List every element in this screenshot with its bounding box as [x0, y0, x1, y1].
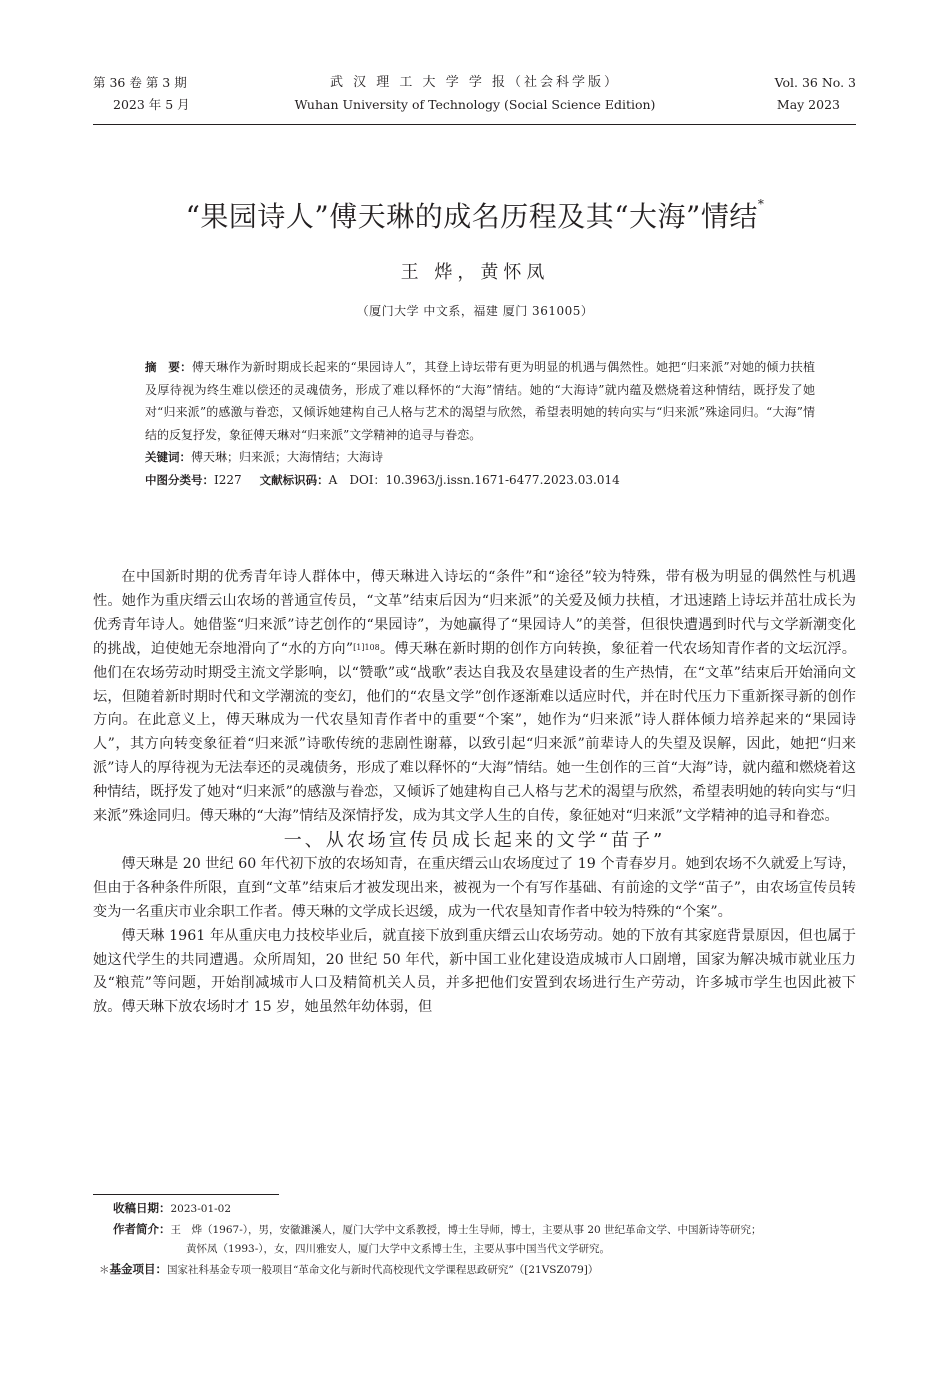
- footnote-received: [113, 1199, 873, 1220]
- article-affiliation: （厦门大学 中文系，福建 厦门 361005）: [356, 304, 594, 318]
- doccode-value: A: [328, 472, 338, 487]
- fund-mark: ＊: [99, 1263, 110, 1276]
- received-date: 2023-01-02: [170, 1203, 232, 1215]
- doccode-label: 文献标识码：: [259, 472, 329, 487]
- header-journal-en: Wuhan University of Technology (Social Science Edition): [294, 97, 656, 112]
- author-info-label: 作者简介：: [113, 1221, 171, 1236]
- body-paragraph: 傅天琳是 20 世纪 60 年代初下放的农场知青，在重庆缙云山农场度过了 19 个青春岁月。她到农场不久就爱上写诗，但由于各种条件所限，直到“文革”结束后才被发现出来，被视为一个有写作基础、有前途的文学“苗子”，由农场宣传员转变为一名重庆市业余职工作者。傅天琳的文学成长迟缓，成为一代农垦知青作者中较为特殊的“个案”。: [93, 855, 856, 920]
- article-body: [93, 566, 856, 1020]
- received-label: 收稿日期：: [113, 1201, 171, 1215]
- keywords-label: 关键词：: [145, 450, 191, 464]
- citation[interactable]: [1]108: [353, 642, 380, 652]
- article-authors: 王 烨，黄怀凤: [400, 262, 550, 283]
- keywords-text: 傅天琳；归来派；大海情结；大海诗: [191, 450, 384, 464]
- classification-line: [145, 469, 815, 492]
- doi-label: DOI：: [349, 472, 386, 487]
- abstract: [145, 356, 815, 446]
- footnote-author1: [113, 1220, 873, 1241]
- body-paragraph: [93, 566, 856, 829]
- abstract-text: 傅天琳作为新时期成长起来的“果园诗人”，其登上诗坛带有更为明显的机遇与偶然性。她把“归来派”对她的倾力扶植及厚待视为终生难以偿还的灵魂债务，形成了难以释怀的“大海”情结。她的“大海诗”就内蕴及燃烧着这种情结，既抒发了她对“归来派”的感激与眷恋，又倾诉她建构自己人格与艺术的渴望与欣然，希望表明她的转向实与“归来派”殊途同归。“大海”情结的反复抒发，象征傅天琳对“归来派”文学精神的追寻与眷恋。: [145, 360, 816, 442]
- abstract-label: 摘 要：: [145, 360, 192, 374]
- abstract-block: [145, 356, 815, 491]
- header-date-cn: 2023 年 5 月: [113, 97, 190, 112]
- header-volume-en: Vol. 36 No. 3: [774, 75, 856, 90]
- footnote-fund: [99, 1260, 873, 1281]
- footnote-rule: [93, 1194, 279, 1195]
- clc-label: 中图分类号：: [145, 472, 214, 487]
- header-journal-cn: 武 汉 理 工 大 学 学 报（社会科学版）: [330, 75, 620, 90]
- title-footnote-mark: *: [757, 197, 765, 211]
- fund-label: 基金项目：: [109, 1261, 167, 1276]
- header-date-en: May 2023: [776, 97, 840, 112]
- body-text: 在中国新时期的优秀青年诗人群体中，傅天琳进入诗坛的“条件”和“途径”较为特殊，带有极为明显的偶然性与机遇性。她作为重庆缙云山农场的普通宣传员，“文革”结束后因为“归来派”的关爱及倾力扶植，才迅速踏上诗坛并茁壮成长为优秀青年诗人。她借鉴“归来派”诗艺创作的“果园诗”，为她赢得了“果园诗人”的美誉，但很快遭遇到时代与文学新潮变化的挑战，迫使她无奈地滑向了“水的方向”: [93, 569, 856, 657]
- section-heading: 一、从农场宣传员成长起来的文学“苗子”: [283, 829, 666, 851]
- body-text: 。傅天琳在新时期的创作方向转换，象征着一代农场知青作者的文坛沉浮。他们在农场劳动时期受主流文学影响，以“赞歌”或“战歌”表达自我及农垦建设者的生产热情，在“文革”结束后开始涌向文坛，但随着新时期时代和文学潮流的变幻，他们的“农垦文学”创作逐渐难以适应时代，并在时代压力下重新探寻新的创作方向。在此意义上，傅天琳成为一代农垦知青作者中的重要“个案”，她作为“归来派”诗人群体倾力培养起来的“果园诗人”，其方向转变象征着“归来派”诗歌传统的悲剧性谢幕，以致引起“归来派”前辈诗人的失望及误解，因此，她把“归来派”诗人的厚待视为无法奉还的灵魂债务，形成了难以释怀的“大海”情结。她一生创作的三首“大海”诗，就内蕴和燃烧着这种情结，既抒发了她对“归来派”的感激与眷恋，又倾诉了她建构自己人格与艺术的渴望与欣然，希望表明她的转向实与“归来派”殊途同归。傅天琳的“大海”情结及深情抒发，成为其文学人生的自传，象征她对“归来派”文学精神的追寻和眷恋。: [93, 640, 856, 825]
- fund-text: 国家社科基金专项一般项目“革命文化与新时代高校现代文学课程思政研究”（[21VSZ079]）: [167, 1263, 599, 1276]
- body-paragraph: 傅天琳 1961 年从重庆电力技校毕业后，就直接下放到重庆缙云山农场劳动。她的下放有其家庭背景原因，但也属于她这代学生的共同遭遇。众所周知，20 世纪 50 年代，新中国工业化建设造成城市人口剧增，国家为解决城市就业压力及“粮荒”等问题，开始削减城市人口及精简机关人员，并多把他们安置到农场进行生产劳动，许多城市学生也因此被下放。傅天琳下放农场时才 15 岁，她虽然年幼体弱，但: [93, 927, 856, 1016]
- footnote-author2: 黄怀凤（1993-），女，四川雅安人，厦门大学中文系博士生，主要从事中国当代文学研究。: [186, 1243, 611, 1255]
- keywords: [145, 446, 815, 469]
- footnotes: [99, 1199, 873, 1280]
- author1-info: 王 烨（1967-），男，安徽濉溪人，厦门大学中文系教授，博士生导师，博士，主要从事 20 世纪革命文学、中国新诗等研究；: [170, 1223, 762, 1236]
- clc-value: I227: [214, 472, 242, 487]
- article-title-text: “果园诗人”傅天琳的成名历程及其“大海”情结: [185, 200, 758, 233]
- header-right: [775, 72, 856, 116]
- header-volume-cn: 第 36 卷 第 3 期: [93, 75, 187, 90]
- doi-value: 10.3963/j.issn.1671-6477.2023.03.014: [385, 472, 620, 487]
- header-rule: [93, 124, 856, 125]
- article-title: [0, 195, 950, 235]
